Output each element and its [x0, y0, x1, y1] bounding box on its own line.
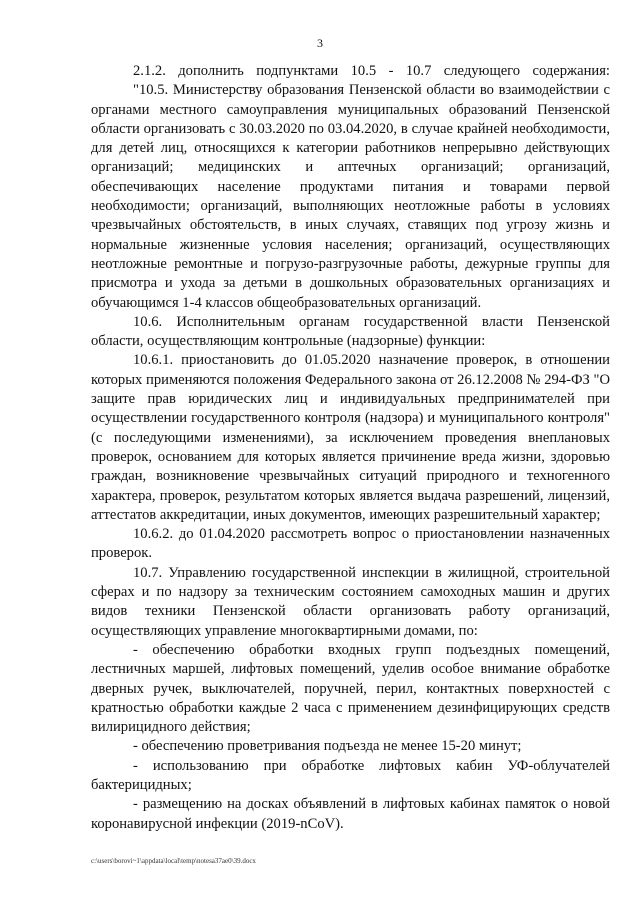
list-item-ventilation: - обеспечению проветривания подъезда не менее 15-20 минут; [133, 738, 522, 755]
paragraph-10-6-2: 10.6.2. до 01.04.2020 рассмотреть вопрос о приостановлении назначенных проверок. [91, 526, 610, 562]
paragraph-2-1-2: 2.1.2. дополнить подпунктами 10.5 - 10.7 следующего содержания: [133, 63, 610, 79]
paragraph-10-5: "10.5. Министерству образования Пензенской области во взаимодействии с органами местного самоуправления муниципальных образований Пензенской области организовать с 30.03.2020 по 03.04.2020, в случае крайней необходимости, для детей лиц, относящихся к категории работников непрерывно действующих организаций; медицинских и аптечных организаций; организаций, обеспечивающих население продуктами питания и товарами первой необходимости; организаций, выполняющих неотложные работы в условиях чрезвычайных обстоятельств, в иных случаях, ставящих под угрозу жизнь и нормальные жизненные условия населения; организаций, осуществляющих неотложные ремонтные и погрузо-разгрузочные работы, дежурные группы для присмотра и ухода за детьми в дошкольных образовательных организациях и обучающимся 1-4 классов общеобразовательных организаций. [91, 82, 610, 311]
paragraph-10-6-1: 10.6.1. приостановить до 01.05.2020 назначение проверок, в отношении которых применяются положения Федерального закона от 26.12.2008 № 294-ФЗ "О защите прав юридических лиц и индивидуальных предпринимателей при осуществлении государственного контроля (надзора) и муниципального контроля" (с последующими изменениями), за исключением проведения внеплановых проверок, основанием для которых является причинение вреда жизни, здоровью граждан, возникновение чрезвычайных ситуаций природного и техногенного характера, проверок, результатом которых является выдача разрешений, лицензий, аттестатов аккредитации, иных документов, имеющих разрешительный характер; [91, 352, 610, 523]
footer-file-path: c:\users\borovi~1\appdata\local\temp\notesa37ae0\39.docx [91, 857, 256, 865]
page-number: 3 [317, 36, 323, 50]
paragraph-10-6: 10.6. Исполнительным органам государственной власти Пензенской области, осуществляющим контрольные (надзорные) функции: [91, 313, 610, 350]
list-item-uv-irradiators: - использованию при обработке лифтовых кабин УФ-облучателей бактерицидных; [91, 757, 610, 793]
document-body [91, 62, 610, 834]
paragraph-10-7: 10.7. Управлению государственной инспекции в жилищной, строительной сферах и по надзору за техническим состоянием самоходных машин и других видов техники Пензенской области организовать работу организаций, осуществляющих управление многоквартирными домами, по: [91, 564, 610, 639]
list-item-entrance-treatment: - обеспечению обработки входных групп подъездных помещений, лестничных маршей, лифтовых помещений, уделив особое внимание обработке дверных ручек, выключателей, поручней, перил, контактных поверхностей с кратностью обработки каждые 2 часа с применением дезинфицирующих средств вилирицидного действия; [91, 641, 610, 736]
list-item-memo-posting: - размещению на досках объявлений в лифтовых кабинах памяток о новой коронавирусной инфекции (2019-nCoV). [91, 796, 610, 832]
